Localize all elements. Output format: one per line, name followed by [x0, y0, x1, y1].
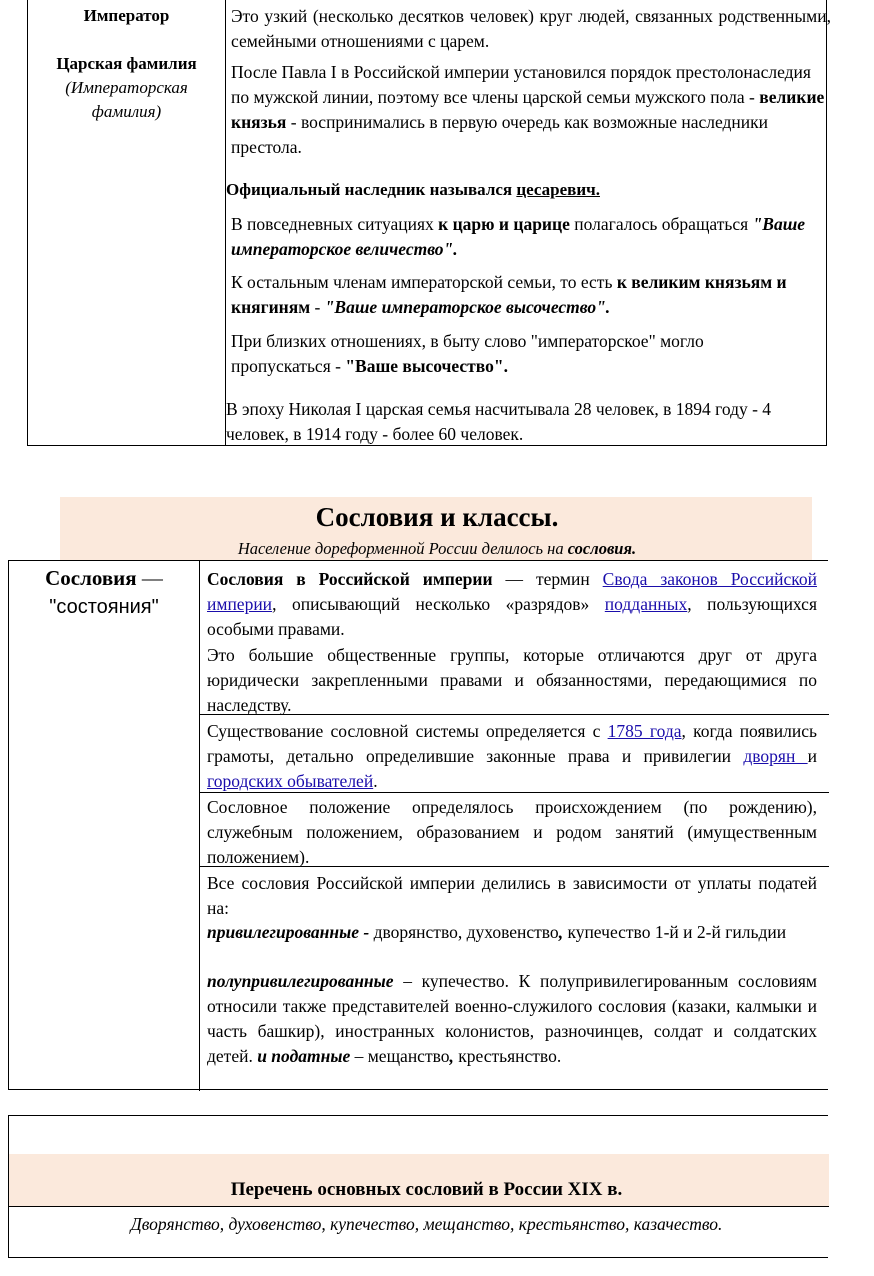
estates-definition: Сословия в Российской империи — термин Свода законов Российской империи, описывающий несколько «разрядов» подданных, пользующихся особыми правами.	[207, 569, 817, 639]
semi-privileged-estates: полупривилегированные – купечество. К полупривилегированным сословиям относили также представителей военно-служилого сословия (казаки, калмыки и часть башкир), иностранных колонистов, разночинцев, солдат и солдатских детей. и податные – мещанство, крестьянство.	[207, 971, 817, 1066]
heir-paragraph: Официальный наследник назывался цесаревич.	[226, 180, 600, 199]
succession-paragraph: После Павла I в Российской империи установился порядок престолонаследия по мужской линии, поэтому все члены царской семьи мужского пола - великие князья - воспринимались в первую очередь как возможные наследники престола.	[231, 62, 825, 157]
nobles-link[interactable]: дворян	[743, 746, 808, 766]
family-title: Царская фамилия	[56, 54, 197, 73]
main-estates-list: Дворянство, духовенство, купечество, мещанство, крестьянство, казачество.	[130, 1214, 723, 1234]
informal-address-paragraph: При близких отношениях, в быту слово "императорское" могло пропускаться - "Ваше высочество".	[231, 331, 704, 376]
column-divider	[225, 0, 226, 446]
estates-table	[8, 560, 828, 1090]
section-subtitle: Население дореформенной России делилось на сословия.	[237, 539, 637, 558]
emperor-label: Император	[83, 6, 170, 25]
family-size-paragraph: В эпоху Николая I царская семья насчитывала 28 человек, в 1894 году - 4 человек, в 1914 году - более 60 человек.	[226, 399, 772, 444]
column-divider	[199, 561, 200, 1091]
privileged-estates: привилегированные - дворянство, духовенство, купечество 1-й и 2-й гильдии	[207, 922, 787, 942]
estates-label: Сословия — "состояния"	[45, 566, 163, 618]
family-alt-title: (Императорская фамилия)	[65, 78, 188, 121]
estates-groups-paragraph: Это большие общественные группы, которые отличаются друг от друга юридически закрепленными правами и обязанностями, передающимися по наследству.	[207, 645, 817, 715]
royal-family-table	[27, 0, 831, 446]
address-princes-paragraph: К остальным членам императорской семьи, то есть к великим князьям и княгиням - "Ваше императорское высочество".	[231, 272, 787, 317]
address-tsar-paragraph: В повседневных ситуациях к царю и царице полагалось обращаться "Ваше императорское величество".	[231, 214, 806, 259]
subjects-link[interactable]: подданных	[604, 594, 688, 614]
section-title: Сословия и классы.	[315, 502, 559, 532]
family-definition: Это узкий (несколько десятков человек) круг людей, связанных родственными, семейными отношениями с царем.	[231, 6, 831, 51]
estate-status-paragraph: Сословное положение определялось происхождением (по рождению), служебным положением, образованием и родом занятий (имущественным положением).	[207, 797, 817, 867]
code-of-laws-link[interactable]: Свода законов Российской империи	[207, 569, 817, 614]
year-1785-link[interactable]: 1785 года	[607, 721, 682, 741]
tax-division-intro: Все сословия Российской империи делились в зависимости от уплаты податей на:	[207, 873, 817, 918]
estate-system-paragraph: Существование сословной системы определяется с 1785 года, когда появились грамоты, детально определившие законные права и привилегии дворян и городских обывателей.	[207, 721, 818, 791]
row-divider	[9, 1206, 829, 1207]
main-estates-title: Перечень основных сословий в России XIX в.	[230, 1179, 623, 1200]
main-estates-table	[8, 1115, 828, 1258]
townspeople-link[interactable]: городских обывателей	[207, 771, 374, 791]
